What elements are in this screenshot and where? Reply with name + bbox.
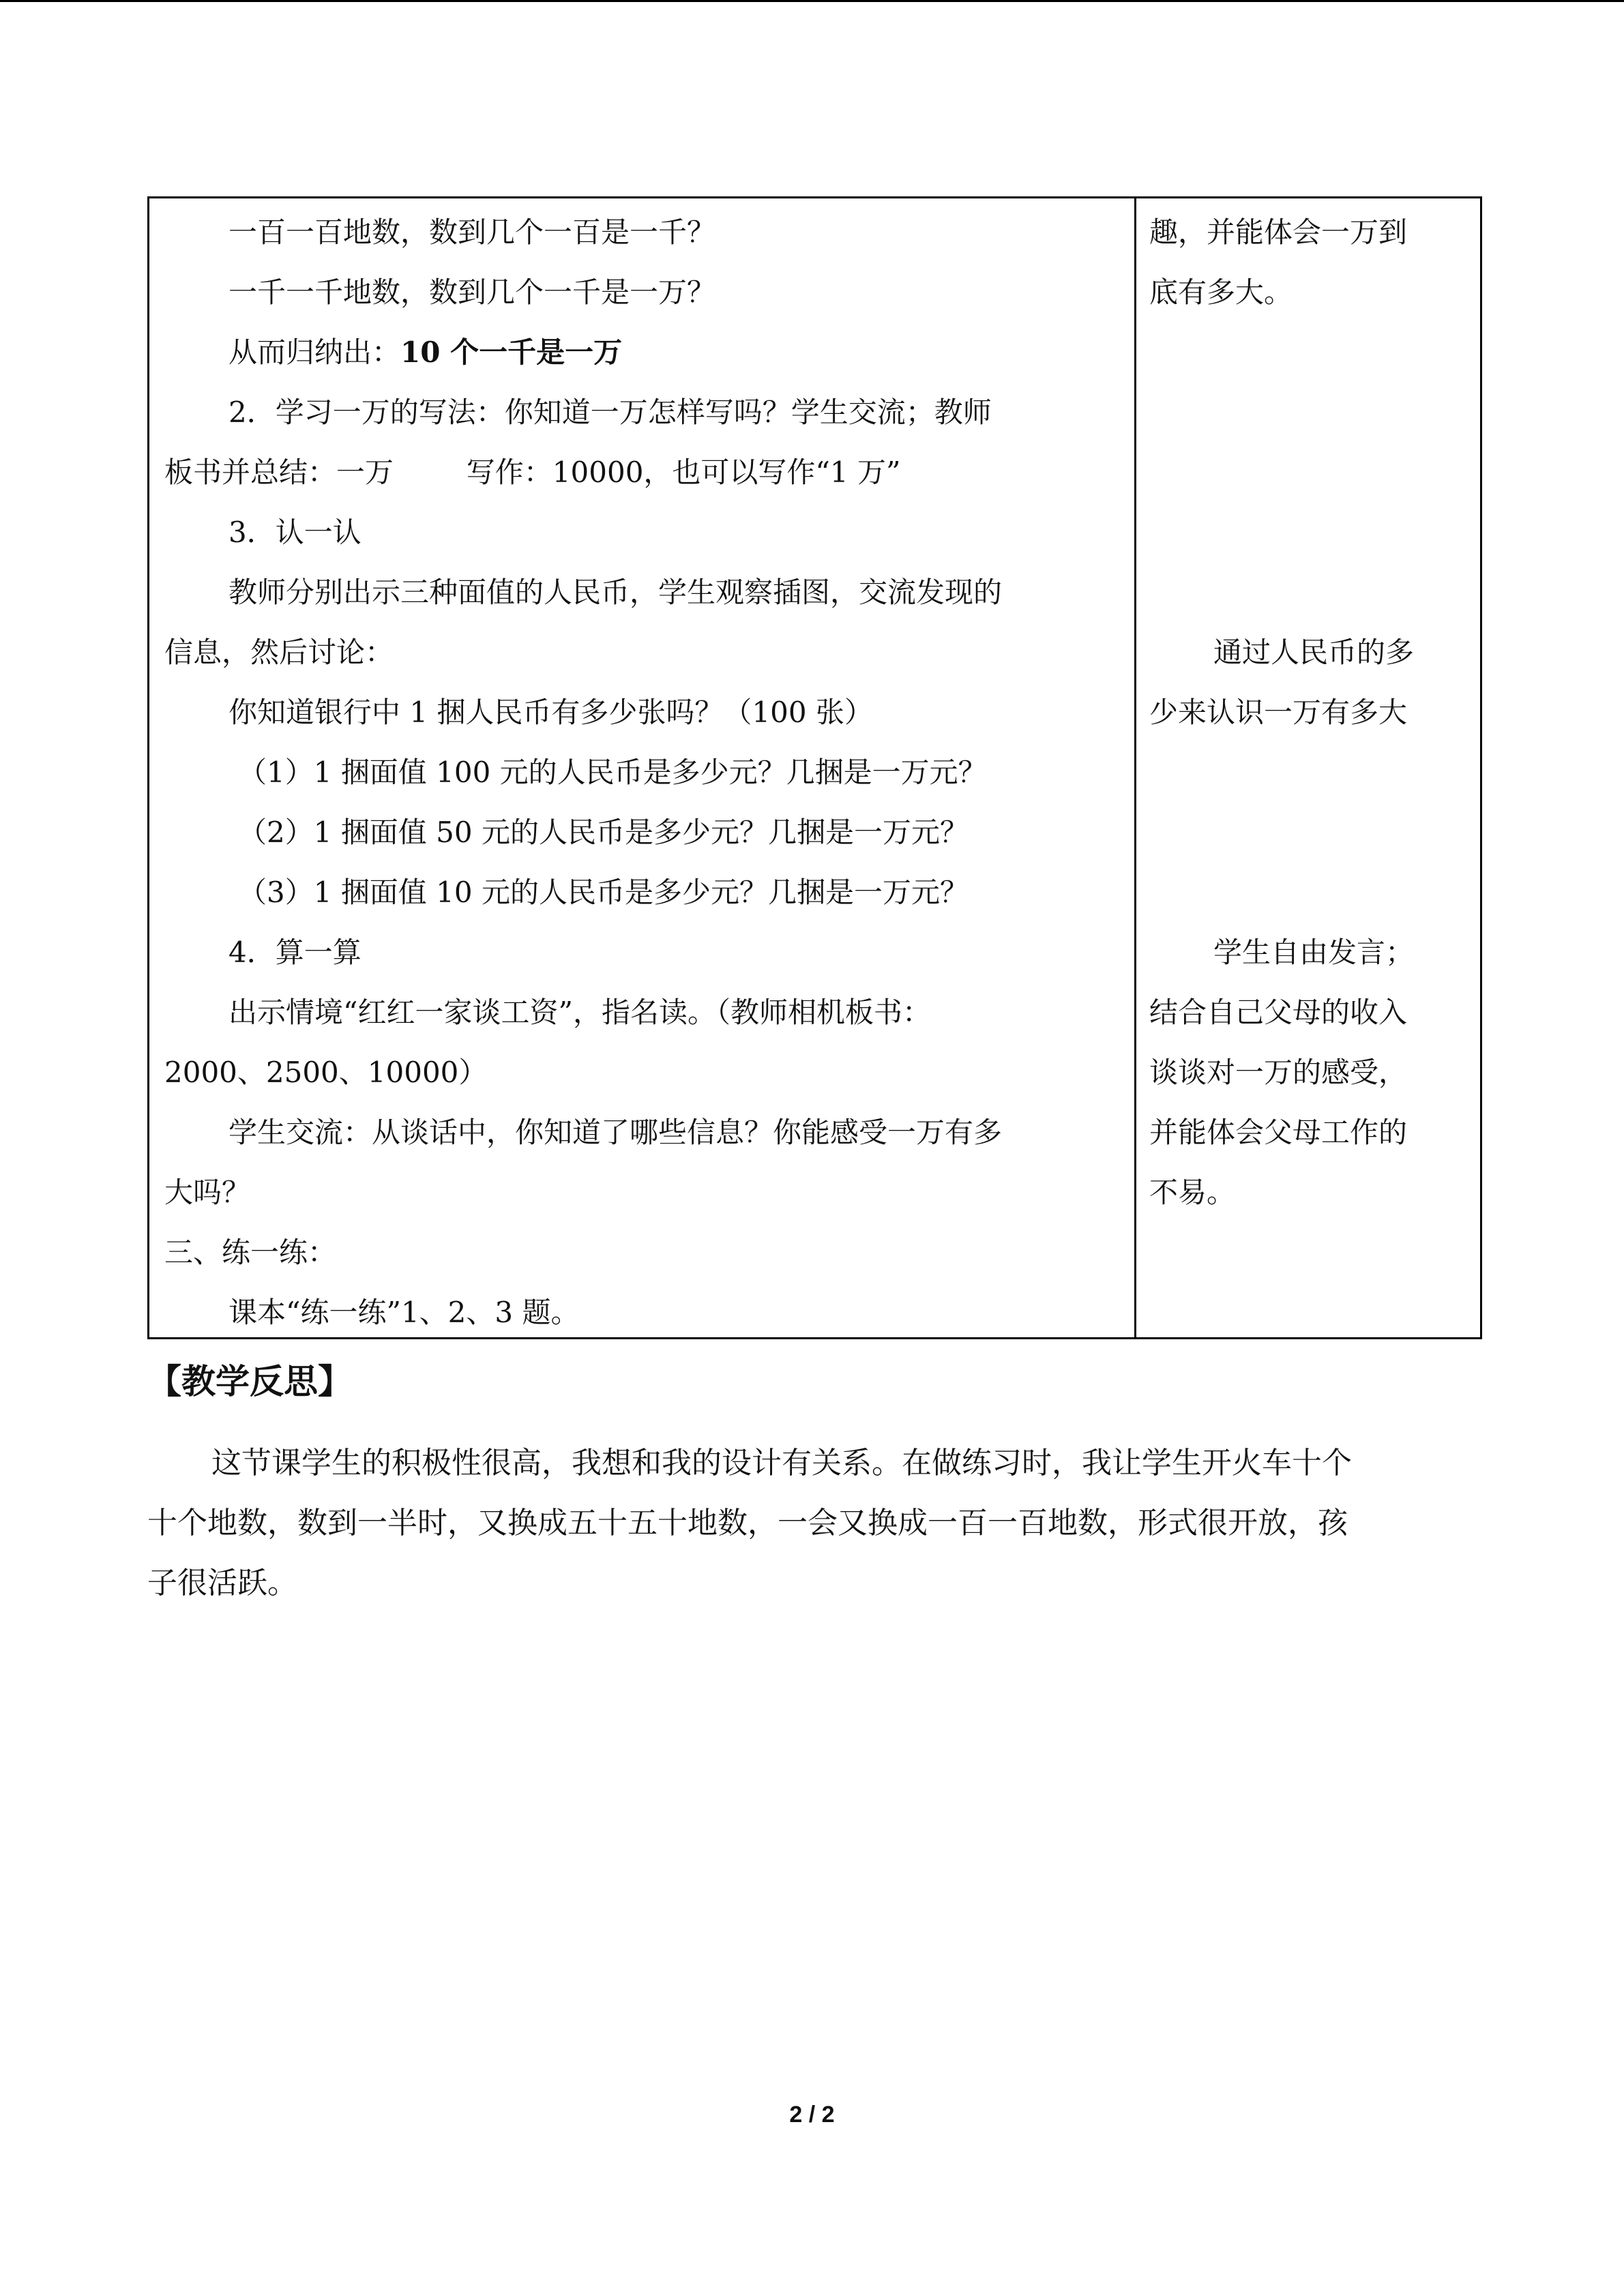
bold-conclusion: 10 个一千是一万 <box>400 336 623 369</box>
text-line: 出示情境“红红一家谈工资”，指名读。（教师相机板书： <box>228 996 931 1029</box>
reflection-line: 十个地数，数到一半时，又换成五十五十地数，一会又换成一百一百地数，形式很开放，孩 <box>147 1506 1348 1540</box>
text-line: （1）1 捆面值 100 元的人民币是多少元？几捆是一万元？ <box>238 756 987 789</box>
text-line: 一千一千地数，数到几个一千是一万？ <box>228 275 716 309</box>
reflection-line: 这节课学生的积极性很高，我想和我的设计有关系。在做练习时，我让学生开火车十个 <box>211 1446 1352 1480</box>
text-line: 板书并总结：一万 写作：10000，也可以写作“1 万” <box>164 456 901 489</box>
text-line: 一百一百地数，数到几个一百是一千？ <box>228 215 716 249</box>
text-line <box>228 333 622 372</box>
text-line: 信息，然后讨论： <box>164 636 394 669</box>
text-line: 三、练一练： <box>164 1236 337 1269</box>
text-line: 2．学习一万的写法：你知道一万怎样写吗？学生交流；教师 <box>228 396 992 429</box>
side-text-line: 少来认识一万有多大 <box>1149 696 1408 729</box>
side-text-line: 通过人民币的多 <box>1213 636 1415 669</box>
side-text-line: 不易。 <box>1149 1176 1236 1209</box>
column-divider <box>1134 198 1136 1337</box>
text-line: （3）1 捆面值 10 元的人民币是多少元？几捆是一万元？ <box>238 876 969 909</box>
side-text-line: 结合自己父母的收入 <box>1149 996 1408 1029</box>
side-text-line: 趣，并能体会一万到 <box>1149 215 1408 249</box>
page-number: 2 / 2 <box>789 2102 835 2128</box>
text-line: 4．算一算 <box>228 936 361 969</box>
text-line: 学生交流：从谈话中，你知道了哪些信息？你能感受一万有多 <box>228 1116 1003 1149</box>
text-line: 大吗？ <box>164 1176 251 1209</box>
side-text-line: 谈谈对一万的感受， <box>1149 1056 1408 1089</box>
page-top-border <box>0 0 1624 2</box>
text-line: 教师分别出示三种面值的人民币，学生观察插图，交流发现的 <box>228 576 1003 609</box>
text-line: 3．认一认 <box>228 516 361 549</box>
text-line: 你知道银行中 1 捆人民币有多少张吗？（100 张） <box>228 696 873 729</box>
text-line-prefix: 从而归纳出： <box>228 336 401 369</box>
text-line: 课本“练一练”1、2、3 题。 <box>228 1296 580 1329</box>
side-text-line: 并能体会父母工作的 <box>1149 1116 1408 1149</box>
lesson-plan-table <box>147 196 1482 1339</box>
text-line: （2）1 捆面值 50 元的人民币是多少元？几捆是一万元？ <box>238 816 969 849</box>
text-line: 2000、2500、10000） <box>164 1056 488 1089</box>
side-text-line: 底有多大。 <box>1149 275 1293 309</box>
side-text-line: 学生自由发言； <box>1213 936 1415 969</box>
reflection-heading: 【教学反思】 <box>147 1362 352 1401</box>
reflection-line: 子很活跃。 <box>147 1566 297 1600</box>
